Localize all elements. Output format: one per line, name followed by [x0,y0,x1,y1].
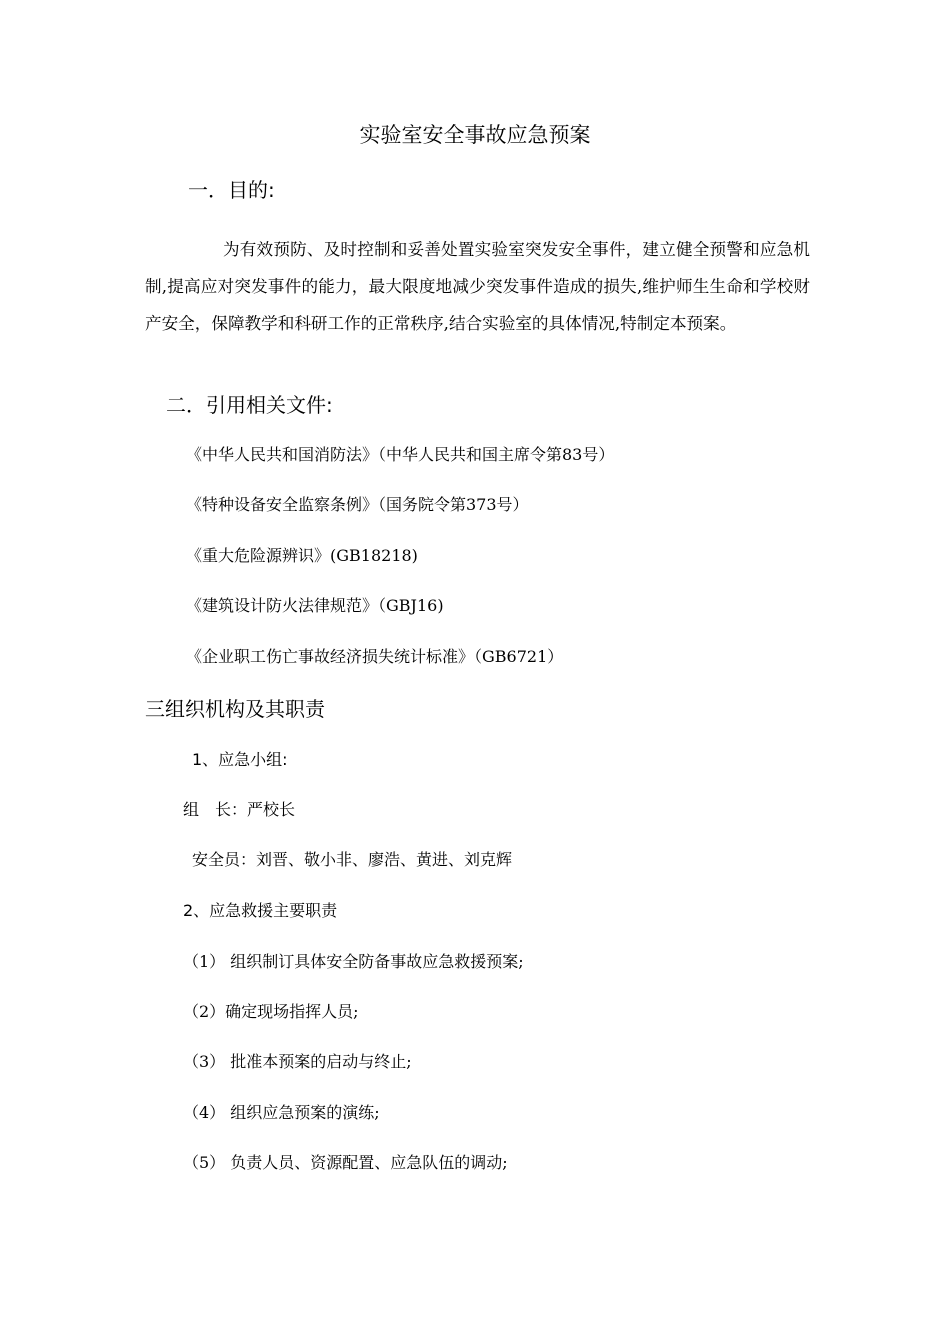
safety-officers: 安全员：刘晋、敬小非、廖浩、黄进、刘克辉 [192,850,513,869]
team-leader: 组 长：严校长 [183,800,296,819]
section-2-heading: 二．引用相关文件: [166,393,333,417]
section-1-paragraph: 为有效预防、及时控制和妥善处置实验室突发安全事件，建立健全预警和应急机制,提高应对突发事件的能力，最大限度地减少突发事件造成的损失,维护师生生命和学校财产安全，保障教学和科研工作的正常秩序,结合实验室的具体情况,特制定本预案。 [145,240,810,333]
section-1-heading: 一．目的: [188,178,275,202]
reference-document: 《企业职工伤亡事故经济损失统计标准》（GB6721） [186,647,564,666]
subsection-duties-heading: 2、应急救援主要职责 [183,901,338,920]
reference-document: 《重大危险源辨识》(GB18218) [186,546,418,565]
section-3-heading: 三组织机构及其职责 [145,697,325,721]
subsection-emergency-team-heading: 1、应急小组: [192,750,288,769]
duty-item: （3） 批准本预案的启动与终止; [183,1052,412,1071]
reference-document: 《特种设备安全监察条例》（国务院令第373号） [186,495,529,514]
duty-item: （5） 负责人员、资源配置、应急队伍的调动; [183,1153,508,1172]
duty-item: （2）确定现场指挥人员; [183,1002,359,1021]
duty-item: （4） 组织应急预案的演练; [183,1103,380,1122]
page-title: 实验室安全事故应急预案 [359,123,591,147]
reference-document: 《中华人民共和国消防法》（中华人民共和国主席令第83号） [186,445,615,464]
duty-item: （1） 组织制订具体安全防备事故应急救援预案; [183,952,524,971]
reference-document: 《建筑设计防火法律规范》（GBJ16) [186,596,444,615]
